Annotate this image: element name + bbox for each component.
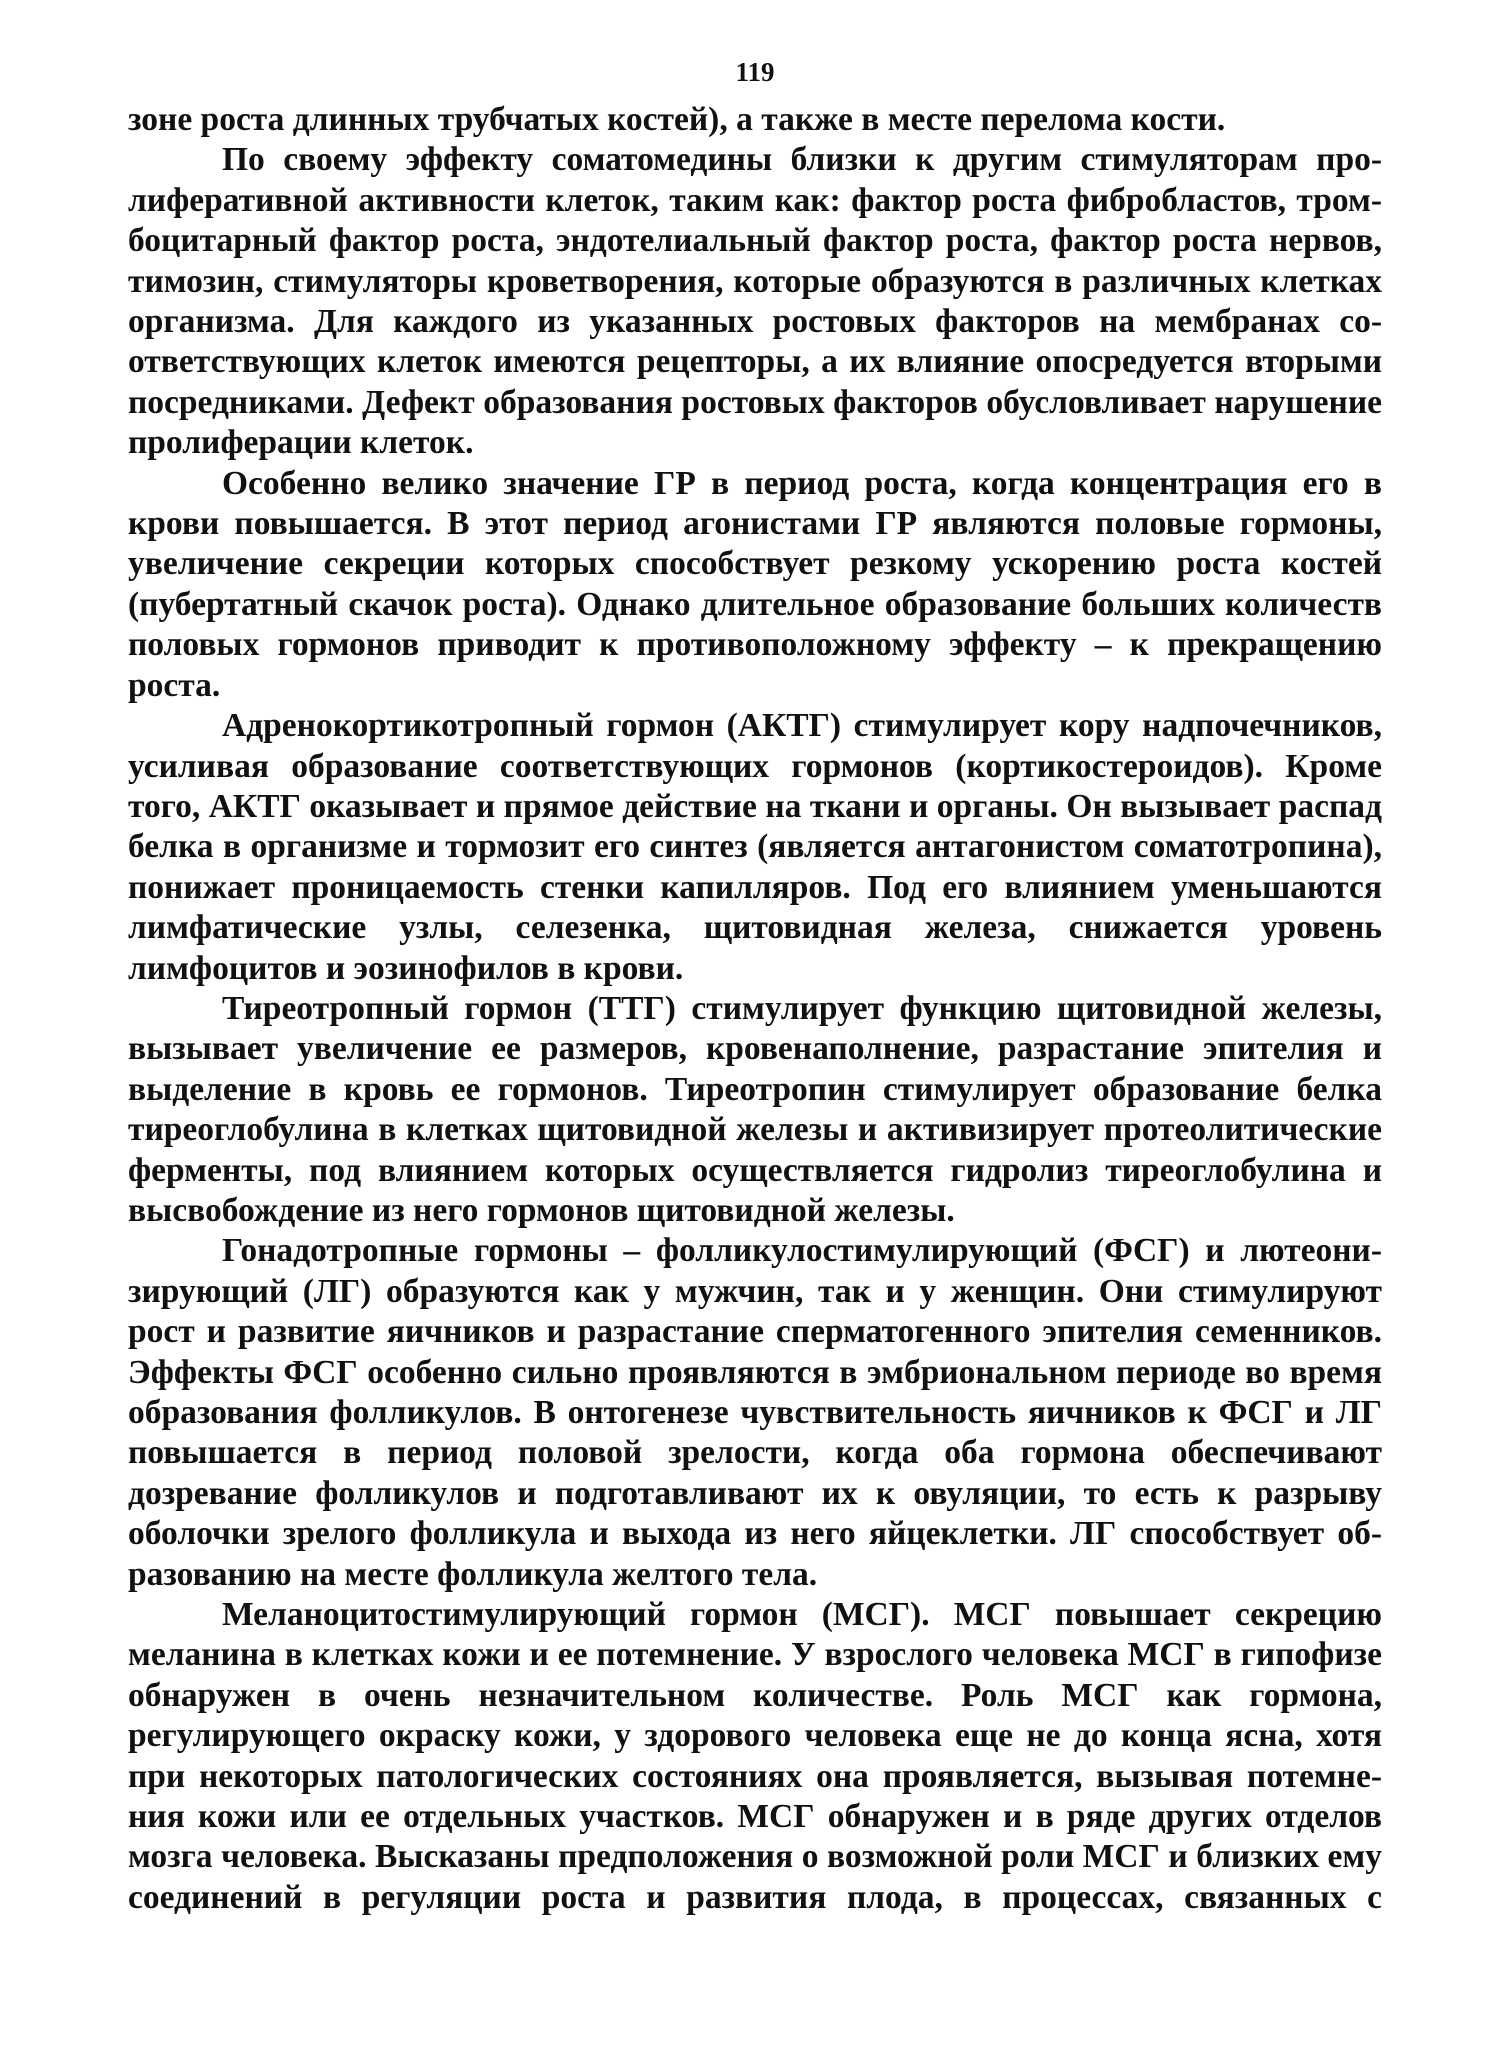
page-number: 119 — [735, 57, 775, 87]
paragraph-4: Адренокортикотропный гормон (АКТГ) стимулирует кору надпочечников, усиливая образование соответствующих гормонов (кортикостероидов). Кроме того, АКТГ оказывает и прямое действие на ткани и органы. Он вызывает распад белка в организме и тормозит его синтез (является антагонистом соматотропина), понижает проницаемость стенки капилляров. Под его влиянием уменьшаются лимфатические узлы, селезенка, щитовидная железа, снижается уровень лимфоцитов и эозинофилов в крови. — [128, 707, 1382, 987]
paragraph-1: зоне роста длинных трубчатых костей), а также в месте перелома кости. — [128, 101, 1226, 138]
page-body — [128, 100, 1382, 1918]
paragraph-6: Гонадотропные гормоны – фолликулостимулирующий (ФСГ) и лютеонизирующий (ЛГ) образуются как у мужчин, так и у женщин. Они стимулируют рост и развитие яичников и разрастание сперматогенного эпителия семенников. Эффекты ФСГ особенно сильно проявляются в эмбриональном периоде во время образования фолликулов. В онтогенезе чувствительность яичников к ФСГ и ЛГ повышается в период половой зрелости, когда оба гормона обеспечивают дозревание фолликулов и подготавливают их к овуляции, то есть к разрыву оболочки зрелого фолликула и выхода из него яйцеклетки. ЛГ способствует образованию на месте фолликула желтого тела. — [128, 1232, 1382, 1593]
paragraph-2: По своему эффекту соматомедины близки к другим стимуляторам пролиферативной активности клеток, таким как: фактор роста фибробластов, тромбоцитарный фактор роста, эндотелиальный фактор роста, фактор роста нервов, тимозин, стимуляторы кроветворения, которые образуются в различных клетках организма. Для каждого из указанных ростовых факторов на мембранах соответствующих клеток имеются рецепторы, а их влияние опосредуется вторыми посредниками. Дефект образования ростовых факторов обусловливает нарушение пролиферации клеток. — [128, 141, 1382, 462]
document-page — [128, 52, 1382, 1918]
paragraph-3: Особенно велико значение ГР в период роста, когда концентрация его в крови повышается. В этот период агонистами ГР являются половые гормоны, увеличение секреции которых способствует резкому ускорению роста костей (пубертатный скачок роста). Однако длительное образование больших количеств половых гормонов приводит к противоположному эффекту – к прекращению роста. — [128, 464, 1382, 704]
paragraph-5: Тиреотропный гормон (ТТГ) стимулирует функцию щитовидной железы, вызывает увеличение ее размеров, кровенаполнение, разрастание эпителия и выделение в кровь ее гормонов. Тиреотропин стимулирует образование белка тиреоглобулина в клетках щитовидной железы и активизирует протеолитические ферменты, под влиянием которых осуществляется гидролиз тиреоглобулина и высвобождение из него гормонов щитовидной железы. — [128, 989, 1382, 1229]
paragraph-7: Меланоцитостимулирующий гормон (МСГ). МСГ повышает секрецию меланина в клетках кожи и ее потемнение. У взрослого человека МСГ в гипофизе обнаружен в очень незначительном количестве. Роль МСГ как гормона, регулирующего окраску кожи, у здорового человека еще не до конца ясна, хотя при некоторых патологических состояниях она проявляется, вызывая потемнения кожи или ее отдельных участков. МСГ обнаружен и в ряде других отделов мозга человека. Высказаны предположения о возможной роли МСГ и близких ему соединений в регуляции роста и развития плода, в процессах, связанных с — [128, 1596, 1382, 1916]
